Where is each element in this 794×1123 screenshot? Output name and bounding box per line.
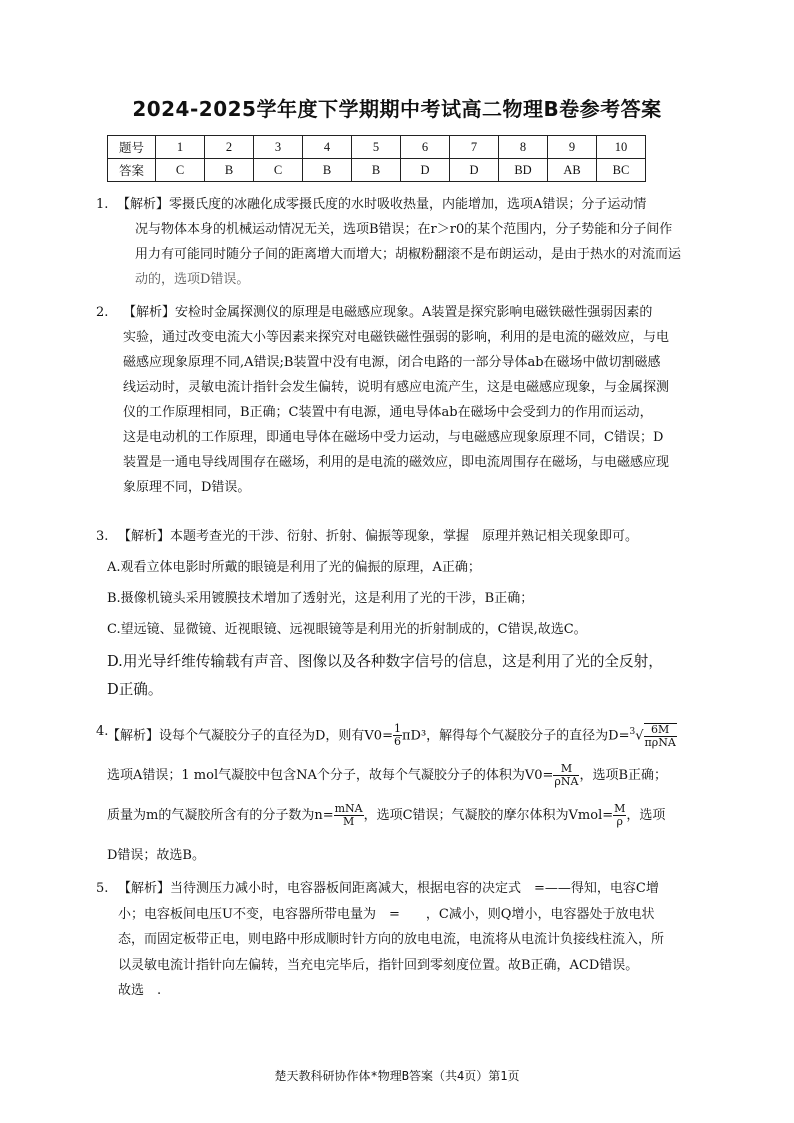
question-5 <box>118 876 700 1004</box>
text-segment: ，选项C错误；气凝胶的摩尔体积为Vmol= <box>363 808 614 824</box>
text-segment: πD³，解得每个气凝胶分子的直径为D= <box>401 728 630 744</box>
numerator: M <box>614 802 626 816</box>
table-cell: 6 <box>401 136 450 159</box>
table-cell: D <box>450 159 499 182</box>
option-b <box>107 586 697 611</box>
denominator: M <box>342 815 355 829</box>
question-number: 4. <box>96 724 109 739</box>
text-line: C.望远镜、显微镜、近视眼镜、远视眼镜等是利用光的折射制成的，C错误,故选C。 <box>107 622 587 637</box>
text-line: 【解析】本题考查光的干涉、衍射、折射、偏振等现象，掌握 原理并熟记相关现象即可。 <box>118 529 639 544</box>
option-d <box>107 648 703 704</box>
page-title: 2024-2025学年度下学期期中考试高二物理B卷参考答案 <box>132 97 662 121</box>
question-4 <box>107 712 697 876</box>
question-3 <box>118 524 698 549</box>
text-line: D正确。 <box>107 681 163 698</box>
text-line: D.用光导纤维传输载有声音、图像以及各种数字信号的信息，这是利用了光的全反射， <box>107 653 663 670</box>
text-segment: 选项A错误；1 mol气凝胶中包含NA个分子，故每个气凝胶分子的体积为V0= <box>107 768 554 784</box>
text-line: 磁感应现象原理不同,A错误;B装置中没有电源，闭合电路的一部分导体ab在磁场中做切割磁感 <box>123 355 661 370</box>
fraction <box>393 723 402 748</box>
denominator: ρNA <box>554 775 579 789</box>
table-cell: D <box>401 159 450 182</box>
table-cell: 5 <box>352 136 401 159</box>
question-number: 3. <box>96 529 109 544</box>
page-footer: 楚天教科研协作体*物理B答案（共4页）第1页 <box>274 1069 520 1083</box>
denominator: πρNA <box>644 735 676 749</box>
table-cell: 3 <box>254 136 303 159</box>
table-cell: 10 <box>597 136 646 159</box>
text-segment: ，选项B正确； <box>579 768 668 784</box>
text-line: 小；电容板间电压U不变，电容器所带电量为 = ，C减小，则Q增小，电容器处于放电状 <box>118 906 655 922</box>
table-cell: C <box>156 159 205 182</box>
text-line: 线运动时，灵敏电流计指针会发生偏转，说明有感应电流产生，这是电磁感应现象，与金属探测 <box>123 380 670 395</box>
text-line <box>107 756 697 796</box>
table-header-cell: 题号 <box>108 136 156 159</box>
text-line: 【解析】零摄氏度的冰融化成零摄氏度的水时吸收热量，内能增加，选项A错误；分子运动情 <box>117 197 647 212</box>
fraction <box>334 803 364 828</box>
option-a <box>107 555 697 580</box>
question-number: 1. <box>96 197 109 212</box>
numerator: M <box>553 763 579 776</box>
table-cell: 1 <box>156 136 205 159</box>
numerator: 1 <box>393 722 401 736</box>
text-line: 动的，选项D错误。 <box>135 272 250 287</box>
text-line: 这是电动机的工作原理，即通电导体在磁场中受力运动，与电磁感应现象原理不同，C错误；D <box>123 430 664 445</box>
question-number: 5. <box>96 881 109 896</box>
text-line: 【解析】当待测压力减小时，电容器板间距离减大，根据电容的决定式 =——得知，电容C增 <box>118 881 659 896</box>
numerator: mNA <box>334 802 363 816</box>
question-1 <box>117 192 697 292</box>
table-cell: BD <box>499 159 548 182</box>
text-line: D错误；故选B。 <box>107 848 205 864</box>
option-c <box>107 617 697 642</box>
table-cell: B <box>352 159 401 182</box>
table-cell: 2 <box>205 136 254 159</box>
table-cell: BC <box>597 159 646 182</box>
sqrt-icon: √ <box>635 728 644 744</box>
text-line: 仪的工作原理相同，B正确；C装置中有电源，通电导体ab在磁场中会受到力的作用而运动， <box>123 405 653 420</box>
text-line: 象原理不同，D错误。 <box>123 480 251 495</box>
text-line <box>107 712 697 756</box>
table-cell: 7 <box>450 136 499 159</box>
fraction <box>644 723 677 749</box>
text-segment: 【解析】设每个气凝胶分子的直径为D，则有V0= <box>107 728 393 744</box>
text-line: B.摄像机镜头采用镀膜技术增加了透射光，这是利用了光的干涉，B正确； <box>107 591 534 606</box>
table-cell: AB <box>548 159 597 182</box>
root-index: 3 <box>629 727 636 737</box>
table-cell: 9 <box>548 136 597 159</box>
text-line: 故选 . <box>118 983 162 998</box>
answer-table <box>107 135 646 182</box>
table-cell: C <box>254 159 303 182</box>
fraction <box>613 803 626 828</box>
table-row <box>108 136 646 159</box>
table-cell: B <box>303 159 352 182</box>
text-line <box>107 796 697 836</box>
text-line: 【解析】安检时金属探测仪的原理是电磁感应现象。A装置是探究影响电磁铁磁性强弱因素的 <box>123 305 653 320</box>
text-line: 况与物体本身的机械运动情况无关，选项B错误；在r＞r0的某个范围内，分子势能和分子间作 <box>135 222 673 237</box>
table-row <box>108 159 646 182</box>
table-cell: 4 <box>303 136 352 159</box>
numerator: 6M <box>644 724 677 737</box>
text-line: 装置是一通电导线周围存在磁场，利用的是电流的磁效应，即电流周围存在磁场，与电磁感应现 <box>123 455 670 470</box>
question-2 <box>123 300 699 500</box>
text-line: 用力有可能同时随分子间的距离增大而增大；胡椒粉翻滚不是布朗运动，是由于热水的对流而运 <box>135 247 682 262</box>
question-number: 2. <box>96 305 109 320</box>
text-line: 态，而固定板带正电，则电路中形成顺时针方向的放电电流，电流将从电流计负接线柱流入，所 <box>118 932 665 947</box>
table-cell: 8 <box>499 136 548 159</box>
table-cell: B <box>205 159 254 182</box>
table-header-cell: 答案 <box>108 159 156 182</box>
denominator: ρ <box>616 815 623 829</box>
text-line: 以灵敏电流计指针向左偏转，当充电完毕后，指针回到零刻度位置。故B正确，ACD错误。 <box>118 957 639 973</box>
fraction <box>553 763 579 788</box>
text-segment: 质量为m的气凝胶所含有的分子数为n= <box>107 808 334 824</box>
text-line: A.观看立体电影时所戴的眼镜是利用了光的偏振的原理，A正确； <box>107 560 481 575</box>
denominator: 6 <box>393 735 401 749</box>
text-line: 实验，通过改变电流大小等因素来探究对电磁铁磁性强弱的影响，利用的是电流的磁效应，与电 <box>123 330 670 345</box>
text-segment: ，选项 <box>626 808 666 824</box>
